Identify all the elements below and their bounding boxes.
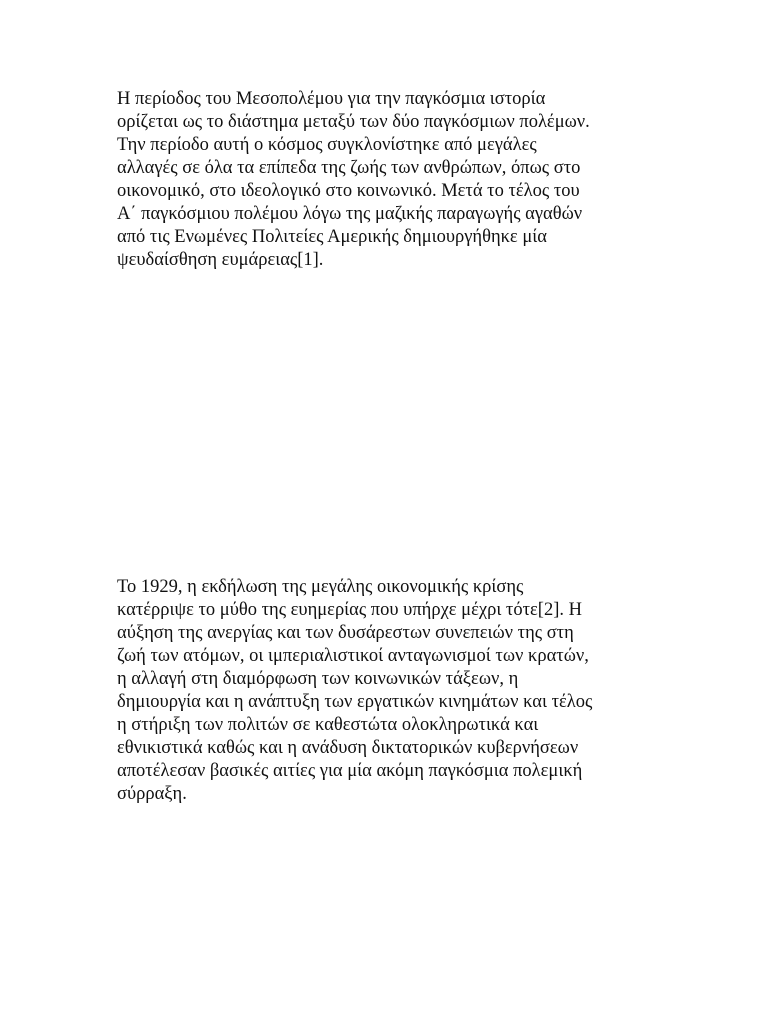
text-line: αποτέλεσαν βασικές αιτίες για μία ακόμη παγκόσμια πολεμική <box>117 761 583 781</box>
text-line: Η περίοδος του Μεσοπολέμου για την παγκόσμια ιστορία <box>117 89 546 109</box>
paragraph-1929-crisis <box>117 576 657 806</box>
text-line: ορίζεται ως το διάστημα μεταξύ των δύο παγκόσμιων πολέμων. <box>117 112 590 132</box>
text-line: αλλαγές σε όλα τα επίπεδα της ζωής των ανθρώπων, όπως στο <box>117 158 581 178</box>
text-line: οικονομικό, στο ιδεολογικό στο κοινωνικό. Μετά το τέλος του <box>117 181 580 201</box>
text-line: Την περίοδο αυτή ο κόσμος συγκλονίστηκε από μεγάλες <box>117 135 537 155</box>
text-line: Α΄ παγκόσμιου πολέμου λόγω της μαζικής παραγωγής αγαθών <box>117 204 583 224</box>
text-line: ζωή των ατόμων, οι ιμπεριαλιστικοί ανταγωνισμοί των κρατών, <box>117 646 589 666</box>
text-line: κατέρριψε το μύθο της ευημερίας που υπήρχε μέχρι τότε[2]. Η <box>117 600 582 620</box>
text-line: από τις Ενωμένες Πολιτείες Αμερικής δημιουργήθηκε μία <box>117 227 547 247</box>
text-line: αύξηση της ανεργίας και των δυσάρεστων συνεπειών της στη <box>117 623 574 643</box>
text-line: Το 1929, η εκδήλωση της μεγάλης οικονομικής κρίσης <box>117 577 524 597</box>
text-line: εθνικιστικά καθώς και η ανάδυση δικτατορικών κυβερνήσεων <box>117 738 579 758</box>
text-line: σύρραξη. <box>117 784 187 804</box>
paragraph-interwar-intro <box>117 88 657 272</box>
text-line: η αλλαγή στη διαμόρφωση των κοινωνικών τάξεων, η <box>117 669 519 689</box>
text-line: η στήριξη των πολιτών σε καθεστώτα ολοκληρωτικά και <box>117 715 539 735</box>
text-line: δημιουργία και η ανάπτυξη των εργατικών κινημάτων και τέλος <box>117 692 593 712</box>
text-line: ψευδαίσθηση ευμάρειας[1]. <box>117 250 324 270</box>
